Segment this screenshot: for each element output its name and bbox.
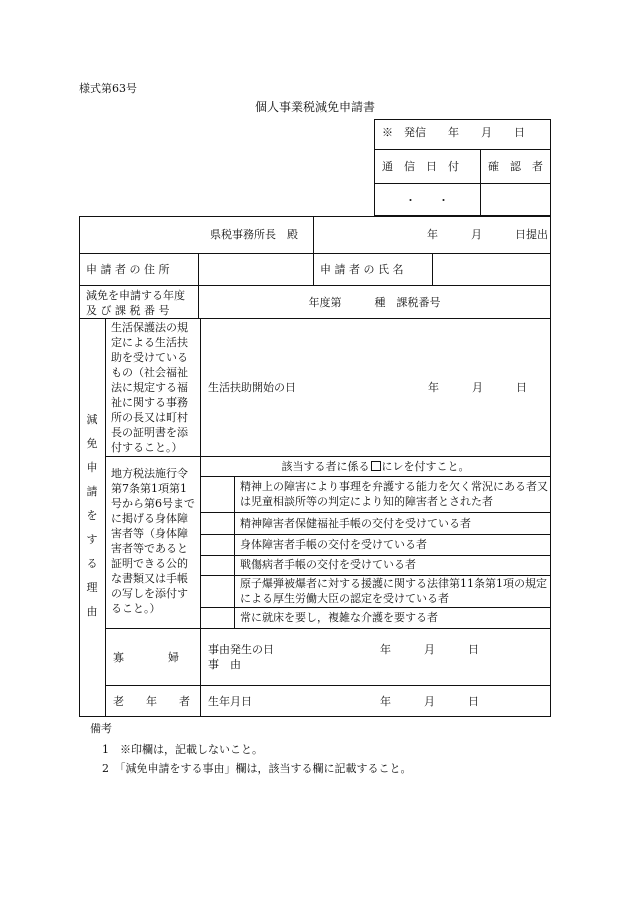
disability-option-5: 原子爆弾被爆者に対する援護に関する法律第11条第1項の規定による厚生労働大臣の認定を受けている者 <box>240 577 547 605</box>
livelihood-start-label: 生活扶助開始の日 <box>208 381 296 394</box>
disability-option-3: 身体障害者手帳の交付を受けている者 <box>240 538 427 551</box>
note-item-2: 2 「減免申請をする事由」欄は，該当する欄に記載すること。 <box>102 762 412 775</box>
widow-reason-label: 事 由 <box>208 658 241 671</box>
applicant-address-field[interactable] <box>199 254 312 284</box>
disability-option-4: 戦傷病者手帳の交付を受けている者 <box>240 558 416 571</box>
disability-option-1: 精神上の障害により事理を弁護する能力を欠く常況にある者又は児童相談所等の判定により知的障害者とされた者 <box>240 480 548 508</box>
disability-label: 地方税法施行令第7条第1項第1号から第6号までに掲げる身体障害者等（身体障害者等であると証明できる公的な書類又は手帳の写しを添付すること。） <box>111 467 195 615</box>
disability-option-2: 精神障害者保健福祉手帳の交付を受けている者 <box>240 517 471 530</box>
year-tax-number[interactable]: 年度第 種 課税番号 <box>308 296 441 309</box>
note-item-1: 1 ※印欄は，記載しないこと。 <box>102 743 263 756</box>
disability-instruction: 該当する者に係る にレを付すこと。 <box>281 460 470 473</box>
disability-checkbox-6[interactable] <box>201 608 234 628</box>
disability-checkbox-3[interactable] <box>201 535 234 555</box>
reason-vertical-label: 減免申請をする理由 <box>86 413 98 618</box>
widow-occurrence-label: 事由発生の日 <box>208 643 274 656</box>
applicant-name-field[interactable] <box>433 254 550 284</box>
livelihood-date[interactable]: 年 月 日 <box>428 381 527 394</box>
disability-checkbox-4[interactable] <box>201 556 234 575</box>
disability-checkbox-1[interactable] <box>201 477 234 512</box>
elderly-date[interactable]: 年 月 日 <box>380 695 479 708</box>
kakunin-label: 確 認 者 <box>488 160 543 173</box>
livelihood-label: 生活保護法の規定による生活扶助を受けているもの（社会福祉法に規定する福祉に関する事務所の長又は町村長の証明書を添付すること。） <box>111 321 188 454</box>
elderly-birth-label: 生年月日 <box>208 695 252 708</box>
disability-checkbox-5[interactable] <box>201 576 234 607</box>
notes-heading: 備考 <box>90 722 112 735</box>
disability-checkbox-2[interactable] <box>201 513 234 534</box>
form-number: 様式第63号 <box>79 82 137 95</box>
applicant-address-label: 申 請 者 の 住 所 <box>86 263 170 276</box>
addressee: 県税事務所長 殿 <box>210 228 298 241</box>
elderly-label: 老 年 者 <box>113 695 190 708</box>
hasshin-stamp: ※ 発信 年 月 日 <box>382 126 525 139</box>
tsushin-date-dots: ・ ・ <box>405 194 449 207</box>
disability-option-6: 常に就床を要し，複雑な介護を要する者 <box>240 611 438 624</box>
year-label-line2: 及 び 課 税 番 号 <box>86 304 170 317</box>
applicant-name-label: 申 請 者 の 氏 名 <box>320 263 404 276</box>
page-title: 個人事業税減免申請書 <box>254 100 375 114</box>
widow-label: 寡 婦 <box>113 651 179 664</box>
tsushin-date-label: 通 信 日 付 <box>382 160 459 173</box>
widow-date[interactable]: 年 月 日 <box>380 643 479 656</box>
checkbox-icon <box>371 461 381 471</box>
submitted-date: 年 月 日提出 <box>427 228 548 241</box>
year-label-line1: 減免を申請する年度 <box>86 289 185 302</box>
